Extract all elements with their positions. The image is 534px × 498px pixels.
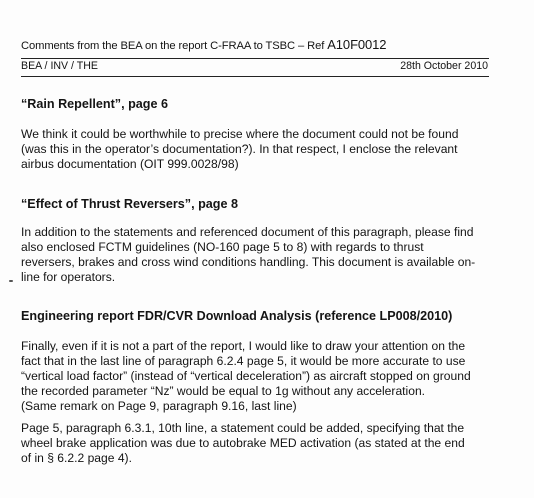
header-ref-code: A10F0012 <box>327 37 387 52</box>
section-heading-engineering-report: Engineering report FDR/CVR Download Analysis (reference LP008/2010) <box>21 309 453 323</box>
paragraph-line: wheel brake application was due to autobrake MED activation (as stated at the end <box>21 436 465 451</box>
section-paragraph-rain-repellent <box>21 127 491 172</box>
paragraph-line: (Same remark on Page 9, paragraph 9.16, last line) <box>21 399 297 414</box>
paragraph-line: airbus documentation (OIT 999.0028/98) <box>21 157 239 172</box>
paragraph-line: Page 5, paragraph 6.3.1, 10th line, a statement could be added, specifying that the <box>21 421 465 435</box>
paragraph-line: We think it could be worthwhile to precise where the document could not be found <box>21 127 459 141</box>
paragraph-line: line for operators. <box>21 270 116 285</box>
paragraph-line: Finally, even if it is not a part of the report, I would like to draw your attention on the <box>21 339 466 353</box>
paragraph-line: (was this in the operator’s documentation?). In that respect, I enclose the relevant <box>21 142 458 157</box>
header-date: 28th October 2010 <box>400 60 488 72</box>
header-reference: BEA / INV / THE <box>21 60 98 72</box>
section-paragraph-thrust-reversers <box>21 225 491 285</box>
document-header-title <box>21 37 386 52</box>
paragraph-line: the recorded parameter “Nz” would be equal to 1g without any acceleration. <box>21 384 426 399</box>
paragraph-line: of in § 6.2.2 page 4). <box>21 451 132 466</box>
paragraph-line: “vertical load factor” (instead of “vertical deceleration”) as aircraft stopped on ground <box>21 369 471 384</box>
paragraph-line: In addition to the statements and referenced document of this paragraph, please find <box>21 225 474 239</box>
header-bottom-rule <box>21 76 489 77</box>
section-paragraph-engineering-report <box>21 339 491 414</box>
paragraph-line: also enclosed FCTM guidelines (NO-160 page 5 to 8) with regards to thrust <box>21 240 424 255</box>
section-heading-thrust-reversers: “Effect of Thrust Reversers”, page 8 <box>21 197 238 211</box>
section-heading-rain-repellent: “Rain Repellent”, page 6 <box>21 97 168 111</box>
scan-mark <box>9 280 13 282</box>
header-title-text: Comments from the BEA on the report C-FRAA to TSBC – Ref <box>21 40 325 52</box>
section-paragraph-engineering-report-2 <box>21 421 491 466</box>
paragraph-line: fact that in the last line of paragraph 6.2.4 page 5, it would be more accurate to use <box>21 354 466 369</box>
header-top-rule <box>21 58 489 59</box>
paragraph-line: reversers, brakes and cross wind conditions handling. This document is available on- <box>21 255 476 270</box>
